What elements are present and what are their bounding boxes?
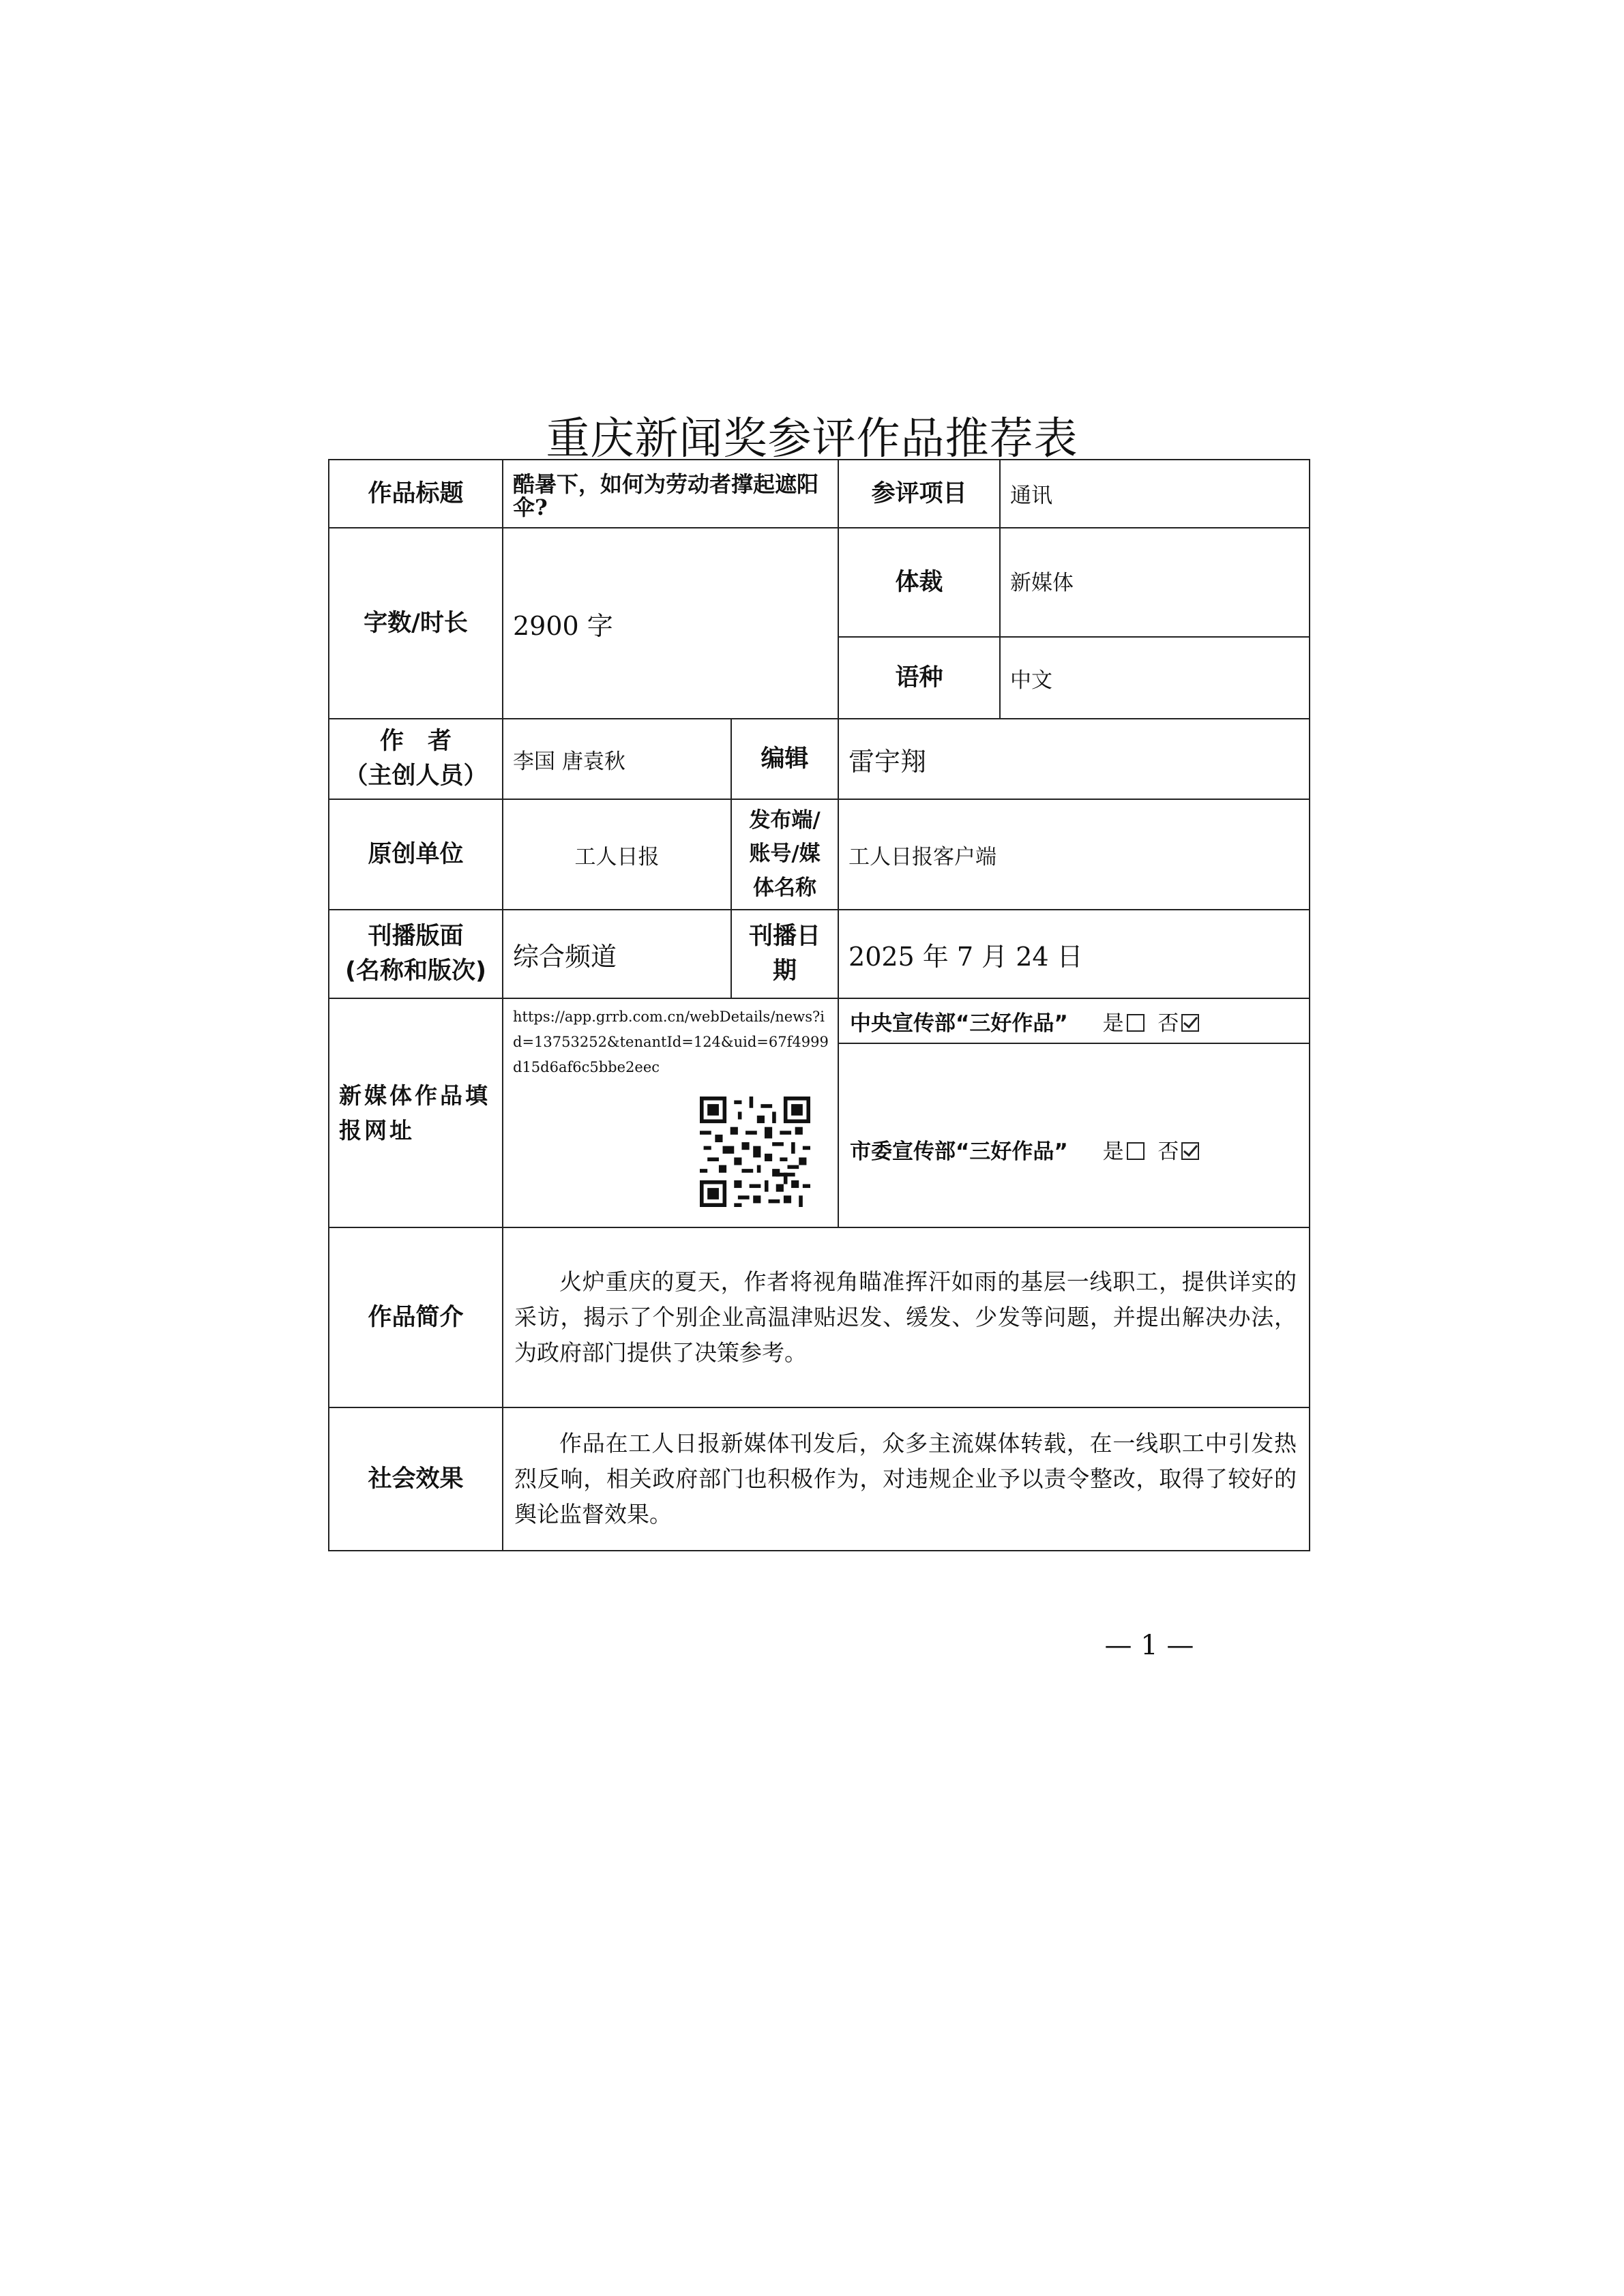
- city-yes-checkbox[interactable]: [1127, 1142, 1145, 1160]
- author-label-line1: 作 者: [379, 728, 452, 756]
- url-label: 新媒体作品填报网址: [329, 998, 503, 1227]
- edition-value: 综合频道: [503, 910, 731, 998]
- city-three-good-row: [838, 1043, 1310, 1227]
- central-yes-checkbox[interactable]: [1127, 1014, 1145, 1032]
- url-text[interactable]: https://app.grrb.com.cn/webDetails/news?id=13753252&tenantId=124&uid=67f4999d15d6af6c5bbe2eec: [513, 1009, 829, 1075]
- page-number: — 1 —: [1104, 1630, 1194, 1661]
- publisher-label: [731, 799, 838, 910]
- edition-label-line1: 刊播版面: [368, 923, 464, 951]
- city-yes-label: 是: [1102, 1139, 1124, 1164]
- category-label: 参评项目: [838, 460, 1000, 528]
- summary-text: 火炉重庆的夏天，作者将视角瞄准挥汗如雨的基层一线职工，提供详实的采访，揭示了个别企业高温津贴迟发、缓发、少发等问题，并提出解决办法，为政府部门提供了决策参考。: [503, 1227, 1310, 1407]
- author-label-line2: （主创人员）: [344, 762, 488, 790]
- effect-label: 社会效果: [329, 1407, 503, 1551]
- publisher-label-line3: 体名称: [753, 875, 816, 900]
- date-label-line1: 刊播日: [749, 923, 821, 951]
- genre-label: 体裁: [838, 528, 1000, 637]
- work-title-label: 作品标题: [329, 460, 503, 528]
- central-three-good-row: [838, 998, 1310, 1043]
- central-options: [1103, 1011, 1207, 1036]
- genre-value: 新媒体: [1000, 528, 1310, 637]
- central-no-label: 否: [1157, 1011, 1179, 1036]
- unit-label: 原创单位: [329, 799, 503, 910]
- city-options: [1103, 1139, 1207, 1164]
- city-no-checkbox[interactable]: [1181, 1142, 1199, 1160]
- authors-value: 李国 唐袁秋: [503, 719, 731, 799]
- recommendation-form: [328, 459, 1310, 1551]
- edition-label-line2: (名称和版次): [345, 957, 486, 985]
- date-value: 2025 年 7 月 24 日: [838, 910, 1310, 998]
- effect-text: 作品在工人日报新媒体刊发后，众多主流媒体转载，在一线职工中引发热烈反响，相关政府部门也积极作为，对违规企业予以责令整改，取得了较好的舆论监督效果。: [503, 1407, 1310, 1551]
- qr-code-icon: [700, 1097, 810, 1207]
- length-value: 2900 字: [503, 528, 838, 719]
- work-title-text: 酷暑下，如何为劳动者撑起遮阳伞?: [513, 471, 819, 520]
- central-no-checkbox[interactable]: [1181, 1014, 1199, 1032]
- language-label: 语种: [838, 637, 1000, 719]
- editor-value: 雷宇翔: [838, 719, 1310, 799]
- date-label-line2: 期: [773, 957, 797, 985]
- category-value: 通讯: [1000, 460, 1310, 528]
- publisher-label-line2: 账号/媒: [749, 841, 821, 867]
- summary-label: 作品简介: [329, 1227, 503, 1407]
- editor-label: 编辑: [731, 719, 838, 799]
- city-no-label: 否: [1157, 1139, 1179, 1164]
- author-label: [329, 719, 503, 799]
- form-title: 重庆新闻奖参评作品推荐表: [546, 414, 1078, 464]
- publisher-value: 工人日报客户端: [838, 799, 1310, 910]
- url-cell: [503, 998, 838, 1227]
- date-label: [731, 910, 838, 998]
- central-three-good-label: 中央宣传部“三好作品”: [850, 1011, 1068, 1036]
- central-yes-label: 是: [1102, 1011, 1124, 1036]
- work-title-value: [503, 460, 838, 528]
- language-value: 中文: [1000, 637, 1310, 719]
- unit-value: 工人日报: [503, 799, 731, 910]
- publisher-label-line1: 发布端/: [749, 807, 821, 833]
- edition-label: [329, 910, 503, 998]
- length-label: 字数/时长: [329, 528, 503, 719]
- city-three-good-label: 市委宣传部“三好作品”: [850, 1139, 1068, 1164]
